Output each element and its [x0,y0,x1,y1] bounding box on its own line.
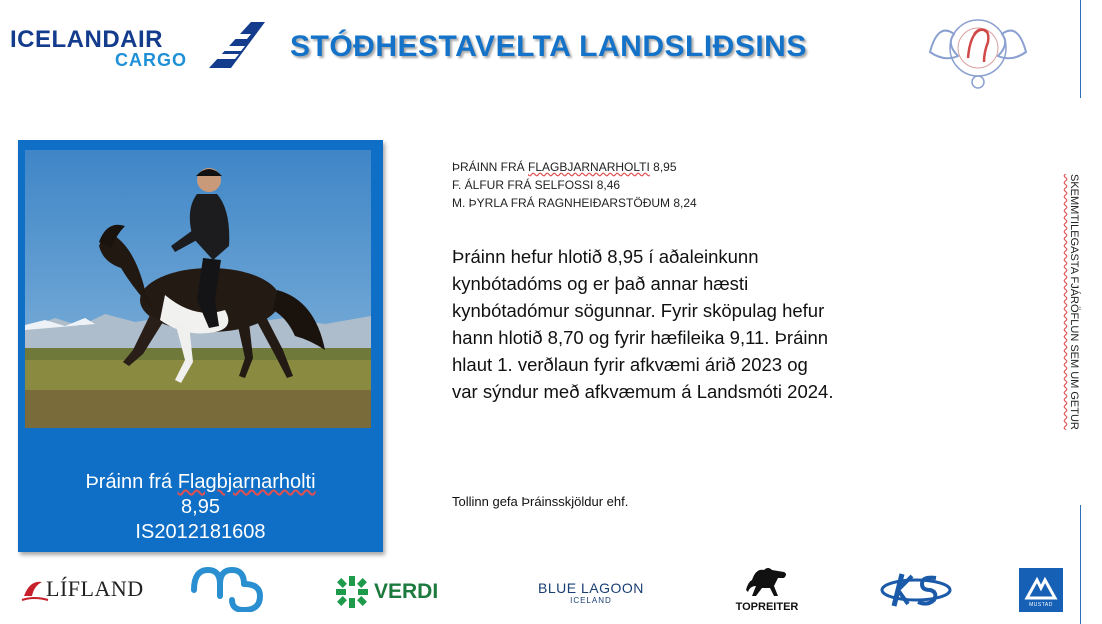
card-name-farm: Flagbjarnarholti [177,471,316,493]
ks-logo-icon [878,570,954,615]
description-line: kynbótadómur sögunnar. Fyrir sköpulag hefur [452,300,825,321]
lifland-logo [20,574,150,604]
pedigree-sire: F. ÁLFUR FRÁ SELFOSSI 8,46 [452,178,621,192]
stallion-card [18,140,383,552]
card-caption [18,470,383,545]
pedigree-info [452,158,697,212]
card-name-prefix: Þráinn frá [85,471,178,493]
lifland-text: LÍFLAND [46,576,144,601]
description-line: Þráinn hefur hlotið 8,95 í aðaleinkunn [452,246,759,267]
right-rule-top [1080,0,1081,98]
card-stallion-name [18,470,383,495]
card-score: 8,95 [181,496,220,518]
description-line: kynbótadóms og er það annar hæsti [452,273,749,294]
description-line: var sýndur með afkvæmum á Landsmóti 2024. [452,381,834,402]
ms-logo-icon [190,566,264,617]
verdi-star-icon [334,574,370,610]
mustad-logo [1019,568,1063,612]
mustad-mountain-icon [1019,570,1063,604]
brand-name: ICELANDAIR [10,26,163,53]
topreiter-logo [722,564,812,613]
horse-silhouette-icon [744,564,790,598]
verdi-logo [334,574,444,608]
verdi-text: VERDI [374,580,439,603]
pedigree-stallion [452,158,697,176]
blue-lagoon-subtext: ICELAND [570,596,612,605]
pedigree-stallion-farm: FLAGBJARNARHOLTI [528,160,650,174]
sponsor-logos [0,560,1102,624]
stallion-photo [25,150,371,428]
mustad-text: MUSTAD [1029,602,1053,608]
blue-lagoon-logo [538,580,644,605]
icelandair-wing-icon [203,20,265,70]
description-line: hann hlotið 8,70 og fyrir hæfileika 9,11. Þráinn [452,327,829,348]
blue-lagoon-text: BLUE LAGOON [538,580,644,596]
pedigree-stallion-prefix: ÞRÁINN FRÁ [452,160,529,174]
side-slogan-text: SKEMMTILEGASTA FJÁRÖFLUN SEM UM GETUR [1068,174,1080,430]
stallion-description [452,243,872,405]
page-title: STÓÐHESTAVELTA LANDSLIÐSINS [290,30,807,63]
topreiter-text: TOPREITER [735,601,799,613]
pedigree-stallion-score: 8,95 [649,160,677,174]
side-slogan [1064,174,1088,434]
brand-sub: CARGO [115,50,187,70]
icelandair-cargo-logo [10,20,260,72]
landssamband-hestamannafelaga-seal-icon [924,12,1032,92]
pedigree-dam: M. ÞYRLA FRÁ RAGNHEIÐARSTÖÐUM 8,24 [452,196,697,210]
card-id: IS2012181608 [135,521,266,543]
description-line: hlaut 1. verðlaun fyrir afkvæmi árið 2023 og [452,354,808,375]
sponsor-note: Tollinn gefa Þráinsskjöldur ehf. [452,494,629,509]
